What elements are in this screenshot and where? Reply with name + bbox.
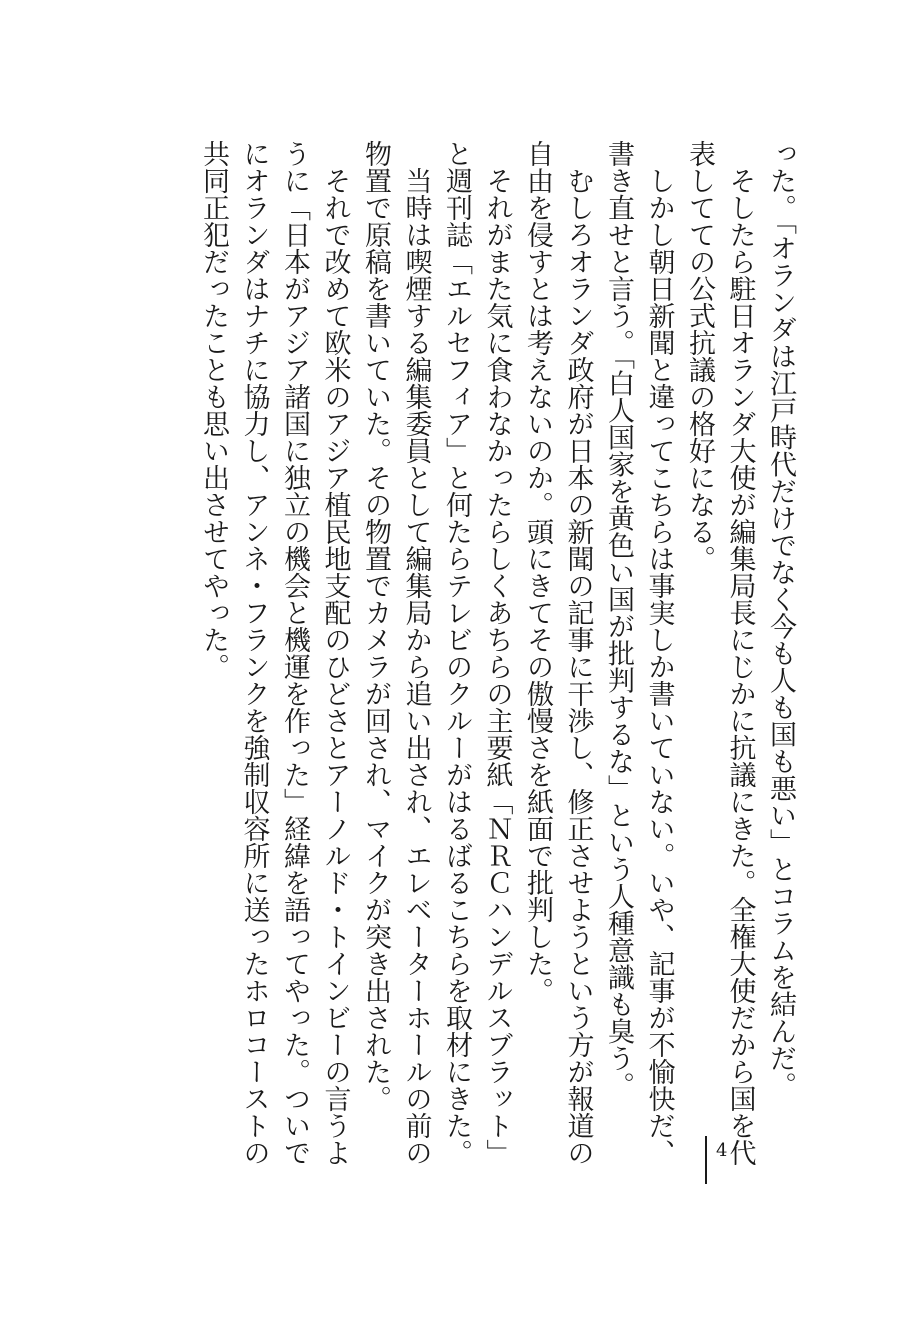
paragraph-5: それがまた気に食わなかったらしくあちらの主要紙「ＮＲＣハンデルスブラット」と週刊誌「エルセフィア」と何たらテレビのクルーがはるばるこちらを取材にきた。 [441, 140, 513, 1166]
folio-divider [705, 1136, 707, 1184]
paragraph-3: しかし朝日新聞と違ってこちらは事実しか書いていない。いや、記事が不愉快だ、書き直せと言う。「白人国家を黄色い国が批判するな」という人種意識も臭う。 [603, 140, 675, 1166]
paragraph-4: むしろオランダ政府が日本の新聞の記事に干渉し、修正させようという方が報道の自由を侵すとは考えないのか。頭にきてその傲慢さを紙面で批判した。 [522, 140, 594, 1166]
paragraph-7: それで改めて欧米のアジア植民地支配のひどさとアーノルド・トインビーの言うように「日本がアジア諸国に独立の機会と機運を作った」経緯を語ってやった。ついでにオランダはナチに協力し、アンネ・フランクを強制収容所に送ったホロコーストの共同正犯だったことも思い出させてやった。 [198, 140, 351, 1166]
paragraph-1: った。「オランダは江戸時代だけでなく今も人も国も悪い」とコラムを結んだ。 [765, 140, 796, 1099]
page-number: 4 [716, 1140, 728, 1161]
paragraph-2: そしたら駐日オランダ大使が編集局長にじかに抗議にきた。全権大使だから国を代表してての公式抗議の格好になる。 [684, 140, 756, 1166]
vertical-text-body [193, 140, 801, 1190]
paragraph-6: 当時は喫煙する編集委員として編集局から追い出され、エレベーターホールの前の物置で原稿を書いていた。その物置でカメラが回され、マイクが突き出された。 [360, 140, 432, 1166]
